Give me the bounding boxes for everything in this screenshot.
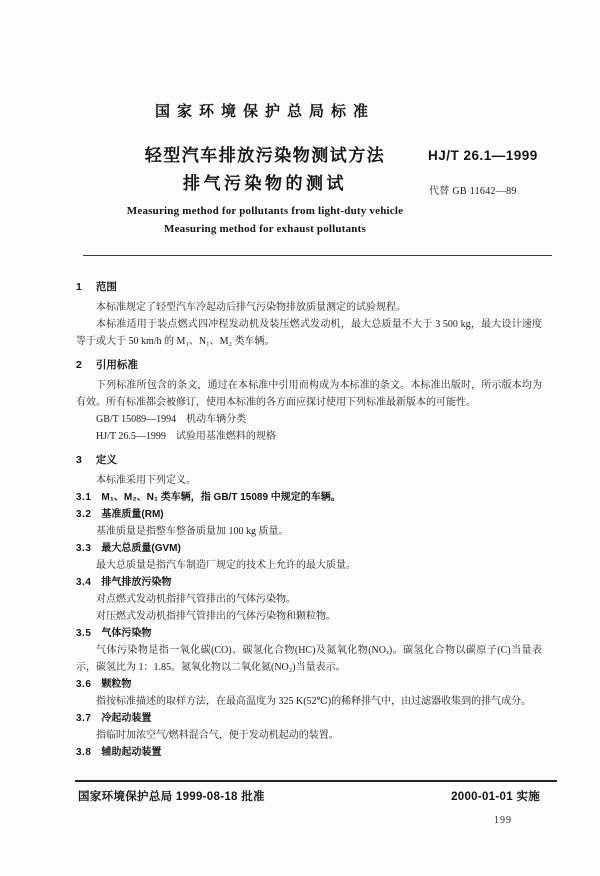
paragraph: 指按标准描述的取样方法，在最高温度为 325 K(52℃)的稀释排气中，由过滤器收集到的排气成分。 bbox=[96, 696, 532, 707]
heading-number: 3.5 bbox=[76, 628, 92, 639]
clause-heading bbox=[76, 489, 542, 506]
paragraph: 本标准适用于装点燃式四冲程发动机及装压燃式发动机，最大总质量不大于 3 500 kg，最大设计速度等于或大于 50 km/h 的 M₁、N₁、M₂ 类车辆。 bbox=[76, 319, 542, 347]
english-subtitle-line2: Measuring method for exhaust pollutants bbox=[164, 223, 366, 235]
clause-heading bbox=[76, 744, 542, 761]
heading-title: 引用标准 bbox=[95, 359, 138, 371]
footer bbox=[78, 788, 540, 804]
paragraph: 基准质量是指整车整备质量加 100 kg 质量。 bbox=[96, 526, 289, 537]
heading-number: 1 bbox=[76, 281, 82, 293]
heading-title: 气体污染物 bbox=[101, 628, 152, 639]
title-block bbox=[78, 142, 452, 198]
paragraph: 对压燃式发动机指排气管排出的气体污染物和颗粒物。 bbox=[96, 611, 336, 622]
heading-title: 范围 bbox=[95, 281, 117, 293]
document-title-line1: 轻型汽车排放污染物测试方法 bbox=[144, 146, 386, 165]
standard-number: HJ/T 26.1—1999 bbox=[428, 148, 538, 163]
page-number: 199 bbox=[494, 815, 512, 826]
document-body bbox=[76, 272, 542, 761]
paragraph: 本标准采用下列定义。 bbox=[96, 475, 196, 486]
heading-number: 3.8 bbox=[76, 747, 92, 758]
replaces-note: 代替 GB 11642—89 bbox=[429, 186, 517, 197]
heading-title: 辅助起动装置 bbox=[101, 747, 162, 758]
paragraph: 本标准规定了轻型汽车冷起动后排气污染物排放质量测定的试验规程。 bbox=[96, 302, 406, 313]
clause-heading bbox=[76, 676, 542, 693]
paragraph: 气体污染物是指一氧化碳(CO)、碳氢化合物(HC)及氮氧化物(NOₓ)。碳氢化合物以碳原子(C)当量表示，碳氢比为 1：1.85。氮氧化物以二氧化氮(NO₂)当量表示。 bbox=[76, 645, 542, 673]
approval-note: 国家环境保护总局 1999-08-18 批准 bbox=[78, 791, 265, 803]
paragraph: GB/T 15089—1994 机动车辆分类 bbox=[96, 414, 247, 425]
paragraph: 下列标准所包含的条文，通过在本标准中引用而构成为本标准的条文。本标准出版时，所示版本均为有效。所有标准都会被修订，使用本标准的各方面应探讨使用下列标准最新版本的可能性。 bbox=[76, 380, 542, 408]
paragraph: 对点燃式发动机指排气管排出的气体污染物。 bbox=[96, 594, 296, 605]
implementation-note: 2000-01-01 实施 bbox=[451, 791, 540, 803]
heading-title: 排气排放污染物 bbox=[101, 577, 172, 588]
heading-title: 基准质量(RM) bbox=[101, 509, 164, 520]
section-heading bbox=[76, 357, 542, 373]
heading-number: 3 bbox=[76, 454, 82, 466]
clause-heading bbox=[76, 506, 542, 523]
clause-heading bbox=[76, 574, 542, 591]
heading-title: 定义 bbox=[95, 454, 117, 466]
clause-heading bbox=[76, 625, 542, 642]
heading-number: 3.6 bbox=[76, 679, 92, 690]
heading-title: 颗粒物 bbox=[101, 679, 132, 690]
clause-heading bbox=[76, 710, 542, 727]
paragraph: 指临时加浓空气/燃料混合气，便于发动机起动的装置。 bbox=[96, 730, 339, 741]
heading-number: 3.1 bbox=[76, 492, 92, 503]
header-divider bbox=[83, 255, 552, 256]
heading-title: 冷起动装置 bbox=[101, 713, 152, 724]
paragraph: 最大总质量是指汽车制造厂规定的技术上允许的最大质量。 bbox=[96, 560, 356, 571]
english-subtitle-line1: Measuring method for pollutants from light-duty vehicle bbox=[126, 205, 404, 217]
paragraph: HJ/T 26.5—1999 试验用基准燃料的规格 bbox=[96, 431, 276, 442]
clause-heading bbox=[76, 540, 542, 557]
document-title-line2: 排气污染物的测试 bbox=[183, 174, 347, 193]
section-heading bbox=[76, 452, 542, 468]
heading-number: 3.4 bbox=[76, 577, 92, 588]
section-heading bbox=[76, 279, 542, 295]
heading-number: 2 bbox=[76, 359, 82, 371]
heading-number: 3.2 bbox=[76, 509, 92, 520]
heading-number: 3.7 bbox=[76, 713, 92, 724]
heading-number: 3.3 bbox=[76, 543, 92, 554]
heading-title: M₁、M₂、N₁ 类车辆，指 GB/T 15089 中规定的车辆。 bbox=[101, 492, 341, 503]
heading-title: 最大总质量(GVM) bbox=[101, 543, 181, 554]
footer-divider bbox=[75, 780, 557, 782]
agency-header: 国家环境保护总局标准 bbox=[154, 103, 375, 120]
